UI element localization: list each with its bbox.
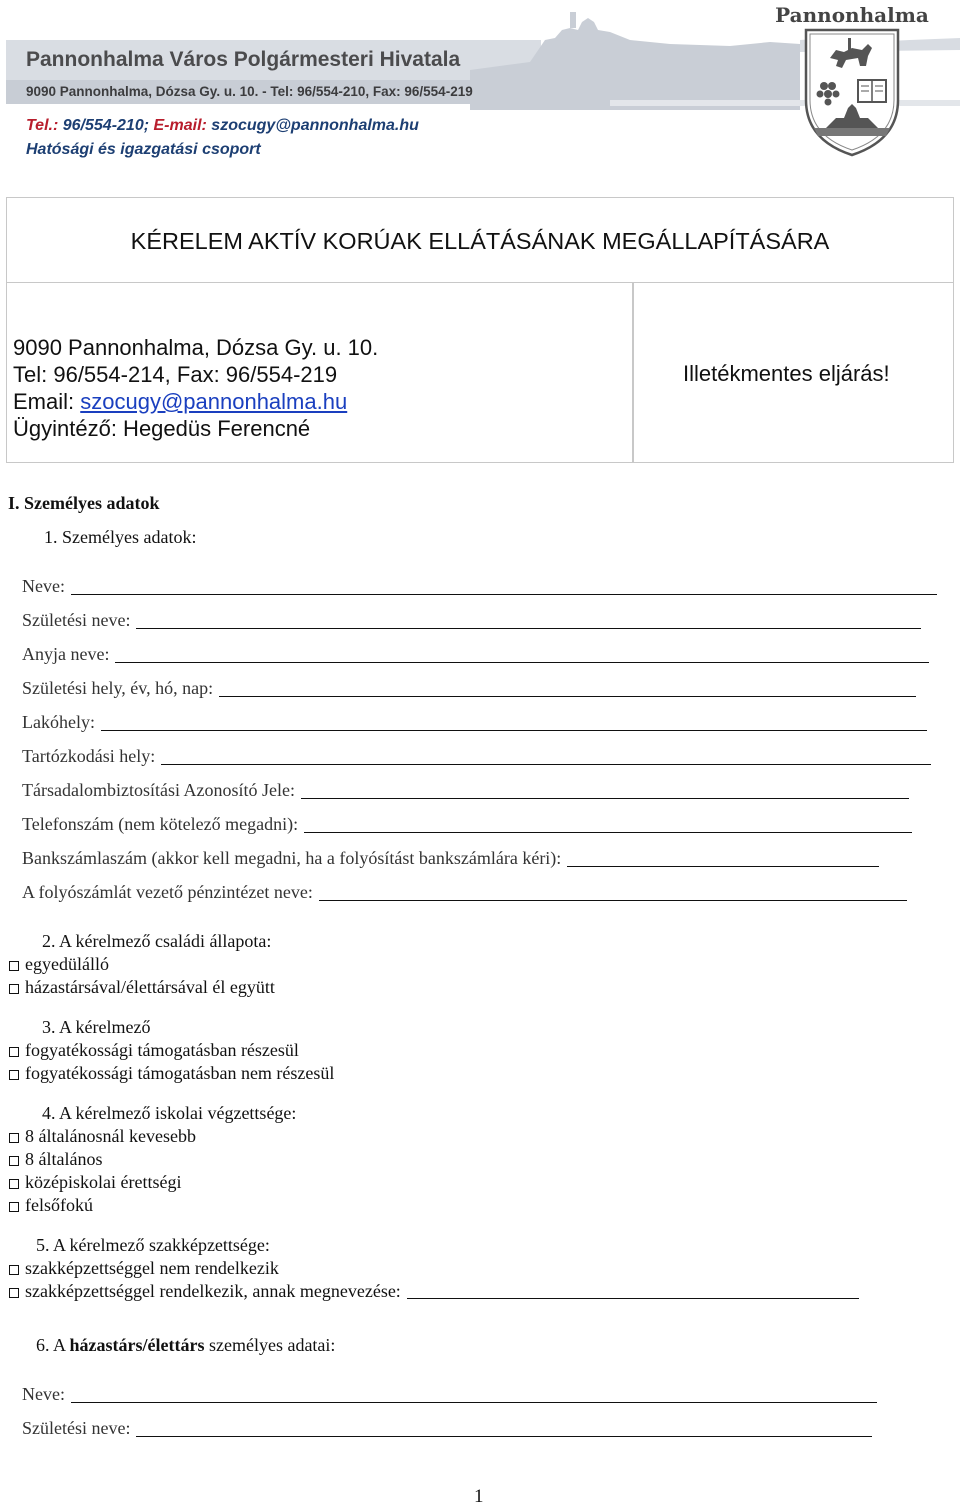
subsection-personal-data: 1. Személyes adatok: (44, 527, 197, 547)
subsection-spouse: 6. A házastárs/élettárs személyes adatai: (36, 1335, 336, 1355)
field-taj-number: Társadalombiztosítási Azonosító Jele: (22, 777, 940, 801)
field-phone: Telefonszám (nem kötelező megadni): (22, 811, 940, 835)
field-birth-place-date-input[interactable] (219, 682, 916, 697)
checkbox-icon[interactable] (9, 1202, 19, 1212)
checkbox-icon[interactable] (9, 1288, 19, 1298)
option-with-spouse[interactable]: házastársával/élettársával él együtt (9, 977, 275, 998)
field-bank-name-input[interactable] (319, 886, 907, 901)
coat-of-arms-icon (775, 0, 929, 158)
field-stay-place-input[interactable] (161, 750, 931, 765)
option-edu-secondary[interactable]: középiskolai érettségi (9, 1172, 181, 1193)
option-no-support[interactable]: fogyatékossági támogatásban nem részesül (9, 1063, 334, 1084)
email-value: szocugy@pannonhalma.hu (211, 117, 419, 134)
info-phone: Tel: 96/554-214, Fax: 96/554-219 (13, 362, 338, 387)
qualification-name-input[interactable] (407, 1284, 859, 1299)
field-birth-name: Születési neve: (22, 607, 940, 631)
option-receives-support[interactable]: fogyatékossági támogatásban részesül (9, 1040, 299, 1061)
info-email-label: Email: (13, 389, 75, 414)
info-address: 9090 Pannonhalma, Dózsa Gy. u. 10. (13, 335, 379, 360)
field-birth-name-input[interactable] (136, 614, 921, 629)
tel-label: Tel.: (26, 117, 59, 134)
option-edu-8[interactable]: 8 általános (9, 1149, 102, 1170)
header-table (6, 197, 954, 463)
field-spouse-name-input[interactable] (71, 1388, 877, 1403)
option-single[interactable]: egyedülálló (9, 954, 109, 975)
subsection-qualification: 5. A kérelmező szakképzettsége: (36, 1235, 270, 1255)
option-edu-less-than-8[interactable]: 8 általánosnál kevesebb (9, 1126, 196, 1147)
checkbox-icon[interactable] (9, 1070, 19, 1080)
header-title-row (7, 198, 953, 283)
option-no-qualification[interactable]: szakképzettséggel nem rendelkezik (9, 1258, 279, 1279)
field-mother-name-input[interactable] (115, 648, 929, 663)
field-spouse-birth-name-input[interactable] (136, 1422, 872, 1437)
field-phone-input[interactable] (304, 818, 912, 833)
email-label: E-mail: (153, 117, 207, 134)
field-bank-account-input[interactable] (567, 852, 879, 867)
crest-name: Pannonhalma (775, 3, 929, 27)
field-mother-name: Anyja neve: (22, 641, 940, 665)
form-title: KÉRELEM AKTÍV KORÚAK ELLÁTÁSÁNAK MEGÁLLAPÍTÁSÁRA (130, 228, 830, 254)
section-heading: I. Személyes adatok (8, 493, 160, 513)
checkbox-icon[interactable] (9, 1265, 19, 1275)
subsection-education: 4. A kérelmező iskolai végzettsége: (42, 1103, 297, 1123)
checkbox-icon[interactable] (9, 1156, 19, 1166)
field-bank-name: A folyószámlát vezető pénzintézet neve: (22, 879, 940, 903)
header-cell-divider (632, 283, 634, 463)
info-email-link[interactable]: szocugy@pannonhalma.hu (80, 389, 348, 414)
field-spouse-birth-name: Születési neve: (22, 1415, 940, 1439)
option-has-qualification[interactable]: szakképzettséggel rendelkezik, annak megnevezése: (9, 1281, 859, 1302)
option-edu-higher[interactable]: felsőfokú (9, 1195, 93, 1216)
field-residence-input[interactable] (101, 716, 927, 731)
checkbox-icon[interactable] (9, 1133, 19, 1143)
checkbox-icon[interactable] (9, 1179, 19, 1189)
field-name: Neve: (22, 573, 940, 597)
field-taj-number-input[interactable] (301, 784, 909, 799)
office-contact (26, 117, 419, 135)
office-name: Pannonhalma Város Polgármesteri Hivatala (26, 48, 461, 71)
field-residence: Lakóhely: (22, 709, 940, 733)
checkbox-icon[interactable] (9, 984, 19, 994)
subsection-disability: 3. A kérelmező (42, 1017, 151, 1037)
field-name-input[interactable] (71, 580, 937, 595)
checkbox-icon[interactable] (9, 961, 19, 971)
page-number: 1 (474, 1486, 484, 1507)
office-group: Hatósági és igazgatási csoport (26, 141, 261, 158)
field-spouse-name: Neve: (22, 1381, 940, 1405)
fee-note: Illetékmentes eljárás! (683, 361, 890, 386)
tel-value: 96/554-210; (62, 117, 150, 134)
info-email-line (13, 388, 378, 415)
subsection-marital-status: 2. A kérelmező családi állapota: (42, 931, 272, 951)
field-bank-account: Bankszámlaszám (akkor kell megadni, ha a folyósítást bankszámlára kéri): (22, 845, 940, 869)
info-clerk: Ügyintéző: Hegedüs Ferencné (13, 416, 311, 441)
office-info-block (13, 334, 378, 442)
office-address: 9090 Pannonhalma, Dózsa Gy. u. 10. - Tel: 96/554-210, Fax: 96/554-219 (26, 84, 473, 99)
field-birth-place-date: Születési hely, év, hó, nap: (22, 675, 940, 699)
checkbox-icon[interactable] (9, 1047, 19, 1057)
field-stay-place: Tartózkodási hely: (22, 743, 940, 767)
